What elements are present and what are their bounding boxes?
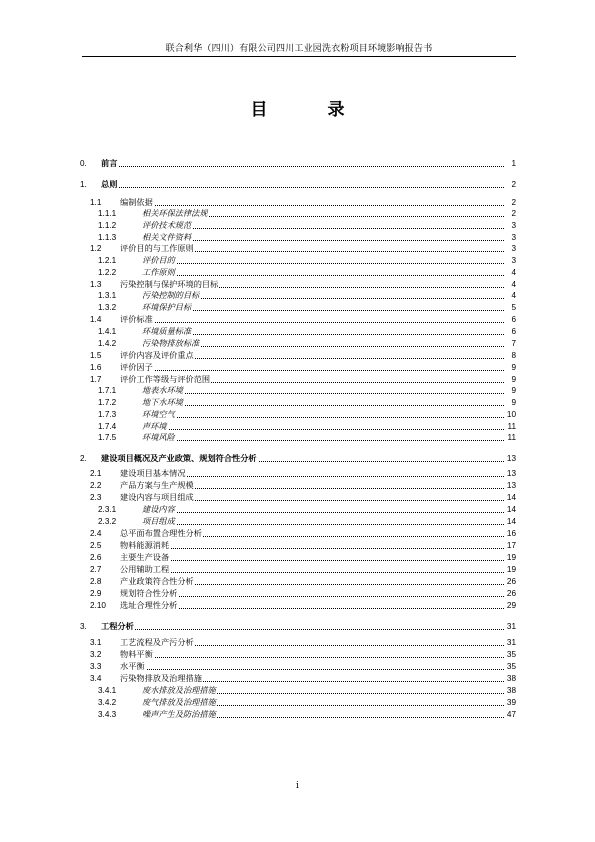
- toc-entry-page: 2: [511, 180, 516, 189]
- toc-dot-leader: [152, 275, 504, 276]
- toc-entry-number: 1.1.2: [98, 221, 117, 230]
- toc-entry-title: 地表水环境: [142, 385, 183, 395]
- toc-dot-leader: [130, 608, 504, 609]
- toc-entry-number: 2.: [80, 454, 87, 463]
- toc-entry[interactable]: [80, 661, 516, 672]
- toc-entry[interactable]: [80, 267, 516, 278]
- toc-entry-page: 35: [506, 662, 516, 671]
- toc-entry-number: 2.6: [90, 553, 102, 562]
- toc-entry[interactable]: [80, 649, 516, 660]
- toc-entry[interactable]: [80, 302, 516, 313]
- toc-entry-number: 1.1: [90, 198, 102, 207]
- toc-entry-title: 评价目的: [142, 255, 175, 265]
- toc-entry-page: 3: [511, 221, 516, 230]
- toc-entry[interactable]: [80, 552, 516, 563]
- toc-entry-title: 相关文件资料: [142, 232, 192, 242]
- toc-dot-leader: [152, 512, 504, 513]
- toc-entry-page: 14: [506, 517, 516, 526]
- toc-entry-page: 13: [506, 481, 516, 490]
- toc-entry-page: 19: [506, 565, 516, 574]
- toc-entry-title: 工作原则: [142, 267, 175, 277]
- toc-entry-title: 污染控制的目标: [142, 290, 200, 300]
- toc-entry[interactable]: [80, 600, 516, 611]
- toc-dot-leader: [152, 263, 504, 264]
- toc-entry-number: 2.2: [90, 481, 102, 490]
- toc-entry-number: 3.: [80, 622, 87, 631]
- toc-entry-page: 9: [511, 386, 516, 395]
- toc-entry[interactable]: [80, 338, 516, 349]
- toc-entry[interactable]: [80, 385, 516, 396]
- toc-entry-title: 噪声产生及防治措施: [142, 709, 216, 719]
- toc-entry[interactable]: [80, 255, 516, 266]
- toc-entry-title: 物料能源消耗: [120, 540, 170, 550]
- toc-entry-title: 环境质量标准: [142, 326, 192, 336]
- toc-entry-title: 项目组成: [142, 516, 175, 526]
- toc-dot-leader: [130, 560, 504, 561]
- toc-entry[interactable]: [80, 576, 516, 587]
- toc-entry-page: 17: [506, 541, 516, 550]
- toc-entry-page: 8: [511, 351, 516, 360]
- toc-entry-title: 主要生产设备: [120, 552, 170, 562]
- toc-dot-leader: [130, 669, 504, 670]
- toc-entry-number: 1.1.1: [98, 209, 117, 218]
- toc-dot-leader: [130, 370, 504, 371]
- toc-entry-number: 1.3: [90, 280, 102, 289]
- toc-entry-page: 3: [511, 256, 516, 265]
- toc-dot-leader: [111, 166, 504, 167]
- toc-entry-title: 建设内容与项目组成: [120, 492, 194, 502]
- toc-entry-title: 物料平衡: [120, 649, 153, 659]
- toc-entry-page: 38: [506, 686, 516, 695]
- toc-entry-page: 19: [506, 553, 516, 562]
- toc-entry-number: 1.7.5: [98, 433, 117, 442]
- toc-entry-title: 产业政策符合性分析: [120, 576, 194, 586]
- toc-dot-leader: [152, 405, 504, 406]
- toc-entry[interactable]: [80, 468, 516, 479]
- toc-entry[interactable]: [80, 290, 516, 301]
- toc-entry-title: 环境风险: [142, 432, 175, 442]
- toc-entry-title: 废水排放及治理措施: [142, 685, 216, 695]
- toc-entry[interactable]: [80, 480, 516, 491]
- toc-entry-number: 1.7.3: [98, 410, 117, 419]
- toc-entry[interactable]: [80, 528, 516, 539]
- toc-entry-title: 规划符合性分析: [120, 588, 178, 598]
- toc-entry-title: 编制依据: [120, 197, 153, 207]
- toc-entry-page: 26: [506, 577, 516, 586]
- toc-dot-leader: [152, 310, 504, 311]
- toc-entry-number: 3.4.2: [98, 698, 117, 707]
- toc-entry-title: 污染控制与保护环境的目标: [120, 279, 219, 289]
- toc-entry-page: 31: [506, 638, 516, 647]
- toc-title: [0, 95, 595, 120]
- toc-dot-leader: [152, 524, 504, 525]
- running-header: 联合利华（四川）有限公司四川工业园洗衣粉项目环境影响报告书: [165, 44, 433, 54]
- toc-dot-leader: [152, 393, 504, 394]
- toc-entry[interactable]: [80, 432, 516, 443]
- toc-dot-leader: [130, 657, 504, 658]
- toc-entry[interactable]: [80, 673, 516, 684]
- toc-entry[interactable]: [80, 326, 516, 337]
- toc-entry-title: 评价因子: [120, 362, 153, 372]
- toc-entry-title: 评价内容及评价重点: [120, 350, 194, 360]
- toc-dot-leader: [130, 596, 504, 597]
- toc-entry[interactable]: [80, 397, 516, 408]
- toc-entry[interactable]: [80, 350, 516, 361]
- toc-entry-page: 9: [511, 363, 516, 372]
- toc-entry-page: 31: [506, 622, 516, 631]
- toc-entry-page: 4: [511, 268, 516, 277]
- toc-entry-title: 前言: [101, 159, 118, 168]
- toc-dot-leader: [111, 629, 504, 630]
- toc-entry-number: 2.8: [90, 577, 102, 586]
- toc-entry-page: 4: [511, 291, 516, 300]
- toc-entry-page: 13: [506, 469, 516, 478]
- toc-entry[interactable]: [80, 453, 516, 464]
- toc-entry[interactable]: [80, 314, 516, 325]
- toc-entry[interactable]: [80, 709, 516, 720]
- toc-entry-number: 1.: [80, 180, 87, 189]
- toc-entry-page: 3: [511, 233, 516, 242]
- toc-entry-title: 声环境: [142, 421, 167, 431]
- toc-entry-title: 工艺流程及产污分析: [120, 637, 194, 647]
- toc-entry-page: 47: [506, 710, 516, 719]
- toc-dot-leader: [152, 298, 504, 299]
- toc-entry-number: 1.6: [90, 363, 102, 372]
- toc-dot-leader: [152, 240, 504, 241]
- toc-entry[interactable]: [80, 516, 516, 527]
- toc-entry-title: 污染物排放及治理措施: [120, 673, 202, 683]
- toc-entry-number: 2.9: [90, 589, 102, 598]
- toc-entry-title: 环境空气: [142, 409, 175, 419]
- toc-entry-number: 2.5: [90, 541, 102, 550]
- toc-entry[interactable]: [80, 208, 516, 219]
- toc-entry[interactable]: [80, 540, 516, 551]
- toc-dot-leader: [152, 440, 504, 441]
- toc-entry-number: 1.5: [90, 351, 102, 360]
- toc-title-left: 目: [250, 100, 268, 120]
- toc-entry-page: 35: [506, 650, 516, 659]
- toc-entry[interactable]: [80, 621, 516, 632]
- toc-dot-leader: [130, 322, 504, 323]
- toc-entry-page: 13: [506, 454, 516, 463]
- toc-entry[interactable]: [80, 564, 516, 575]
- toc-entry-title: 总则: [101, 180, 118, 189]
- toc-dot-leader: [152, 334, 504, 335]
- toc-entry-number: 1.2: [90, 244, 102, 253]
- toc-entry[interactable]: [80, 504, 516, 515]
- toc-dot-leader: [130, 572, 504, 573]
- toc-entry-number: 2.4: [90, 529, 102, 538]
- toc-entry[interactable]: [80, 179, 516, 190]
- toc-entry-page: 10: [506, 410, 516, 419]
- toc-entry-number: 1.7.2: [98, 398, 117, 407]
- toc-entry[interactable]: [80, 220, 516, 231]
- toc-entry-page: 6: [511, 315, 516, 324]
- toc-entry-page: 29: [506, 601, 516, 610]
- toc-entry-number: 1.7.1: [98, 386, 117, 395]
- toc-entry-title: 建设项目概况及产业政策、规划符合性分析: [101, 454, 257, 463]
- toc-entry-number: 2.3: [90, 493, 102, 502]
- toc-entry-page: 5: [511, 303, 516, 312]
- toc-entry-page: 14: [506, 493, 516, 502]
- toc-entry-title: 相关环保法律法规: [142, 208, 208, 218]
- toc-entry[interactable]: [80, 588, 516, 599]
- toc-dot-leader: [152, 346, 504, 347]
- toc-entry-number: 1.4.2: [98, 339, 117, 348]
- toc-entry-number: 2.3.1: [98, 505, 117, 514]
- toc-entry-number: 0.: [80, 159, 87, 168]
- toc-entry-number: 3.4.1: [98, 686, 117, 695]
- toc-entry-title: 建设内容: [142, 504, 175, 514]
- toc-entry-page: 9: [511, 398, 516, 407]
- toc-entry-page: 2: [511, 209, 516, 218]
- toc-entry-page: 11: [507, 422, 516, 431]
- toc-entry-number: 3.2: [90, 650, 102, 659]
- toc-entry-page: 9: [511, 375, 516, 384]
- toc-entry-page: 11: [507, 433, 516, 442]
- toc-entry-page: 39: [506, 698, 516, 707]
- toc-entry-number: 1.4: [90, 315, 102, 324]
- toc-entry[interactable]: [80, 243, 516, 254]
- toc-entry[interactable]: [80, 197, 516, 208]
- toc-entry-title: 评价目的与工作原则: [120, 243, 194, 253]
- toc-entry[interactable]: [80, 409, 516, 420]
- toc-entry-title: 产品方案与生产规模: [120, 480, 194, 490]
- toc-entry-number: 1.7.4: [98, 422, 117, 431]
- toc-entry[interactable]: [80, 492, 516, 503]
- toc-entry-page: 16: [506, 529, 516, 538]
- toc-entry-number: 2.3.2: [98, 517, 117, 526]
- toc-entry[interactable]: [80, 421, 516, 432]
- toc-dot-leader: [130, 548, 504, 549]
- toc-dot-leader: [111, 187, 504, 188]
- toc-dot-leader: [152, 429, 504, 430]
- toc-entry[interactable]: [80, 374, 516, 385]
- toc-entry-number: 2.1: [90, 469, 102, 478]
- toc-entry-number: 1.2.1: [98, 256, 117, 265]
- toc-entry[interactable]: [80, 362, 516, 373]
- toc-entry[interactable]: [80, 697, 516, 708]
- toc-entry-page: 7: [511, 339, 516, 348]
- page-number: i: [296, 781, 299, 791]
- toc-entry-number: 3.1: [90, 638, 102, 647]
- toc-entry-number: 1.3.1: [98, 291, 117, 300]
- toc-entry-page: 26: [506, 589, 516, 598]
- toc-entry[interactable]: [80, 158, 516, 169]
- toc-entry-number: 1.7: [90, 375, 102, 384]
- toc-title-right: 录: [327, 100, 345, 120]
- toc-entry-title: 评价工作等级与评价范围: [120, 374, 211, 384]
- toc-entry-title: 选址合理性分析: [120, 600, 178, 610]
- toc-entry-page: 6: [511, 327, 516, 336]
- toc-entry[interactable]: [80, 637, 516, 648]
- toc-entry-title: 污染物排放标准: [142, 338, 200, 348]
- toc-entry-title: 工程分析: [101, 622, 134, 631]
- toc-entry-number: 3.3: [90, 662, 102, 671]
- toc-entry-page: 38: [506, 674, 516, 683]
- toc-entry-number: 1.4.1: [98, 327, 117, 336]
- toc-entry-page: 4: [511, 280, 516, 289]
- toc-entry-page: 14: [506, 505, 516, 514]
- toc-entry-title: 总平面布置合理性分析: [120, 528, 202, 538]
- toc-entry[interactable]: [80, 232, 516, 243]
- toc-entry-number: 2.10: [90, 601, 106, 610]
- toc-entry-number: 2.7: [90, 565, 102, 574]
- toc-entry-number: 1.2.2: [98, 268, 117, 277]
- toc-dot-leader: [152, 417, 504, 418]
- toc-entry-title: 评价技术规范: [142, 220, 192, 230]
- toc-entry-page: 3: [511, 244, 516, 253]
- toc-entry-title: 环境保护目标: [142, 302, 192, 312]
- toc-entry-number: 3.4: [90, 674, 102, 683]
- toc-entry-title: 水平衡: [120, 661, 145, 671]
- toc-entry-title: 公用辅助工程: [120, 564, 170, 574]
- toc-entry-number: 3.4.3: [98, 710, 117, 719]
- toc-entry-number: 1.3.2: [98, 303, 117, 312]
- toc-dot-leader: [152, 228, 504, 229]
- toc-entry-title: 地下水环境: [142, 397, 183, 407]
- toc-entry-number: 1.1.3: [98, 233, 117, 242]
- toc-entry-page: 1: [511, 159, 516, 168]
- toc-entry[interactable]: [80, 685, 516, 696]
- toc-entry-title: 废气排放及治理措施: [142, 697, 216, 707]
- toc-entry[interactable]: [80, 279, 516, 290]
- toc-entry-title: 建设项目基本情况: [120, 468, 186, 478]
- header-rule: [82, 56, 516, 57]
- toc-dot-leader: [130, 205, 504, 206]
- toc-entry-page: 2: [511, 198, 516, 207]
- toc-entry-title: 评价标准: [120, 314, 153, 324]
